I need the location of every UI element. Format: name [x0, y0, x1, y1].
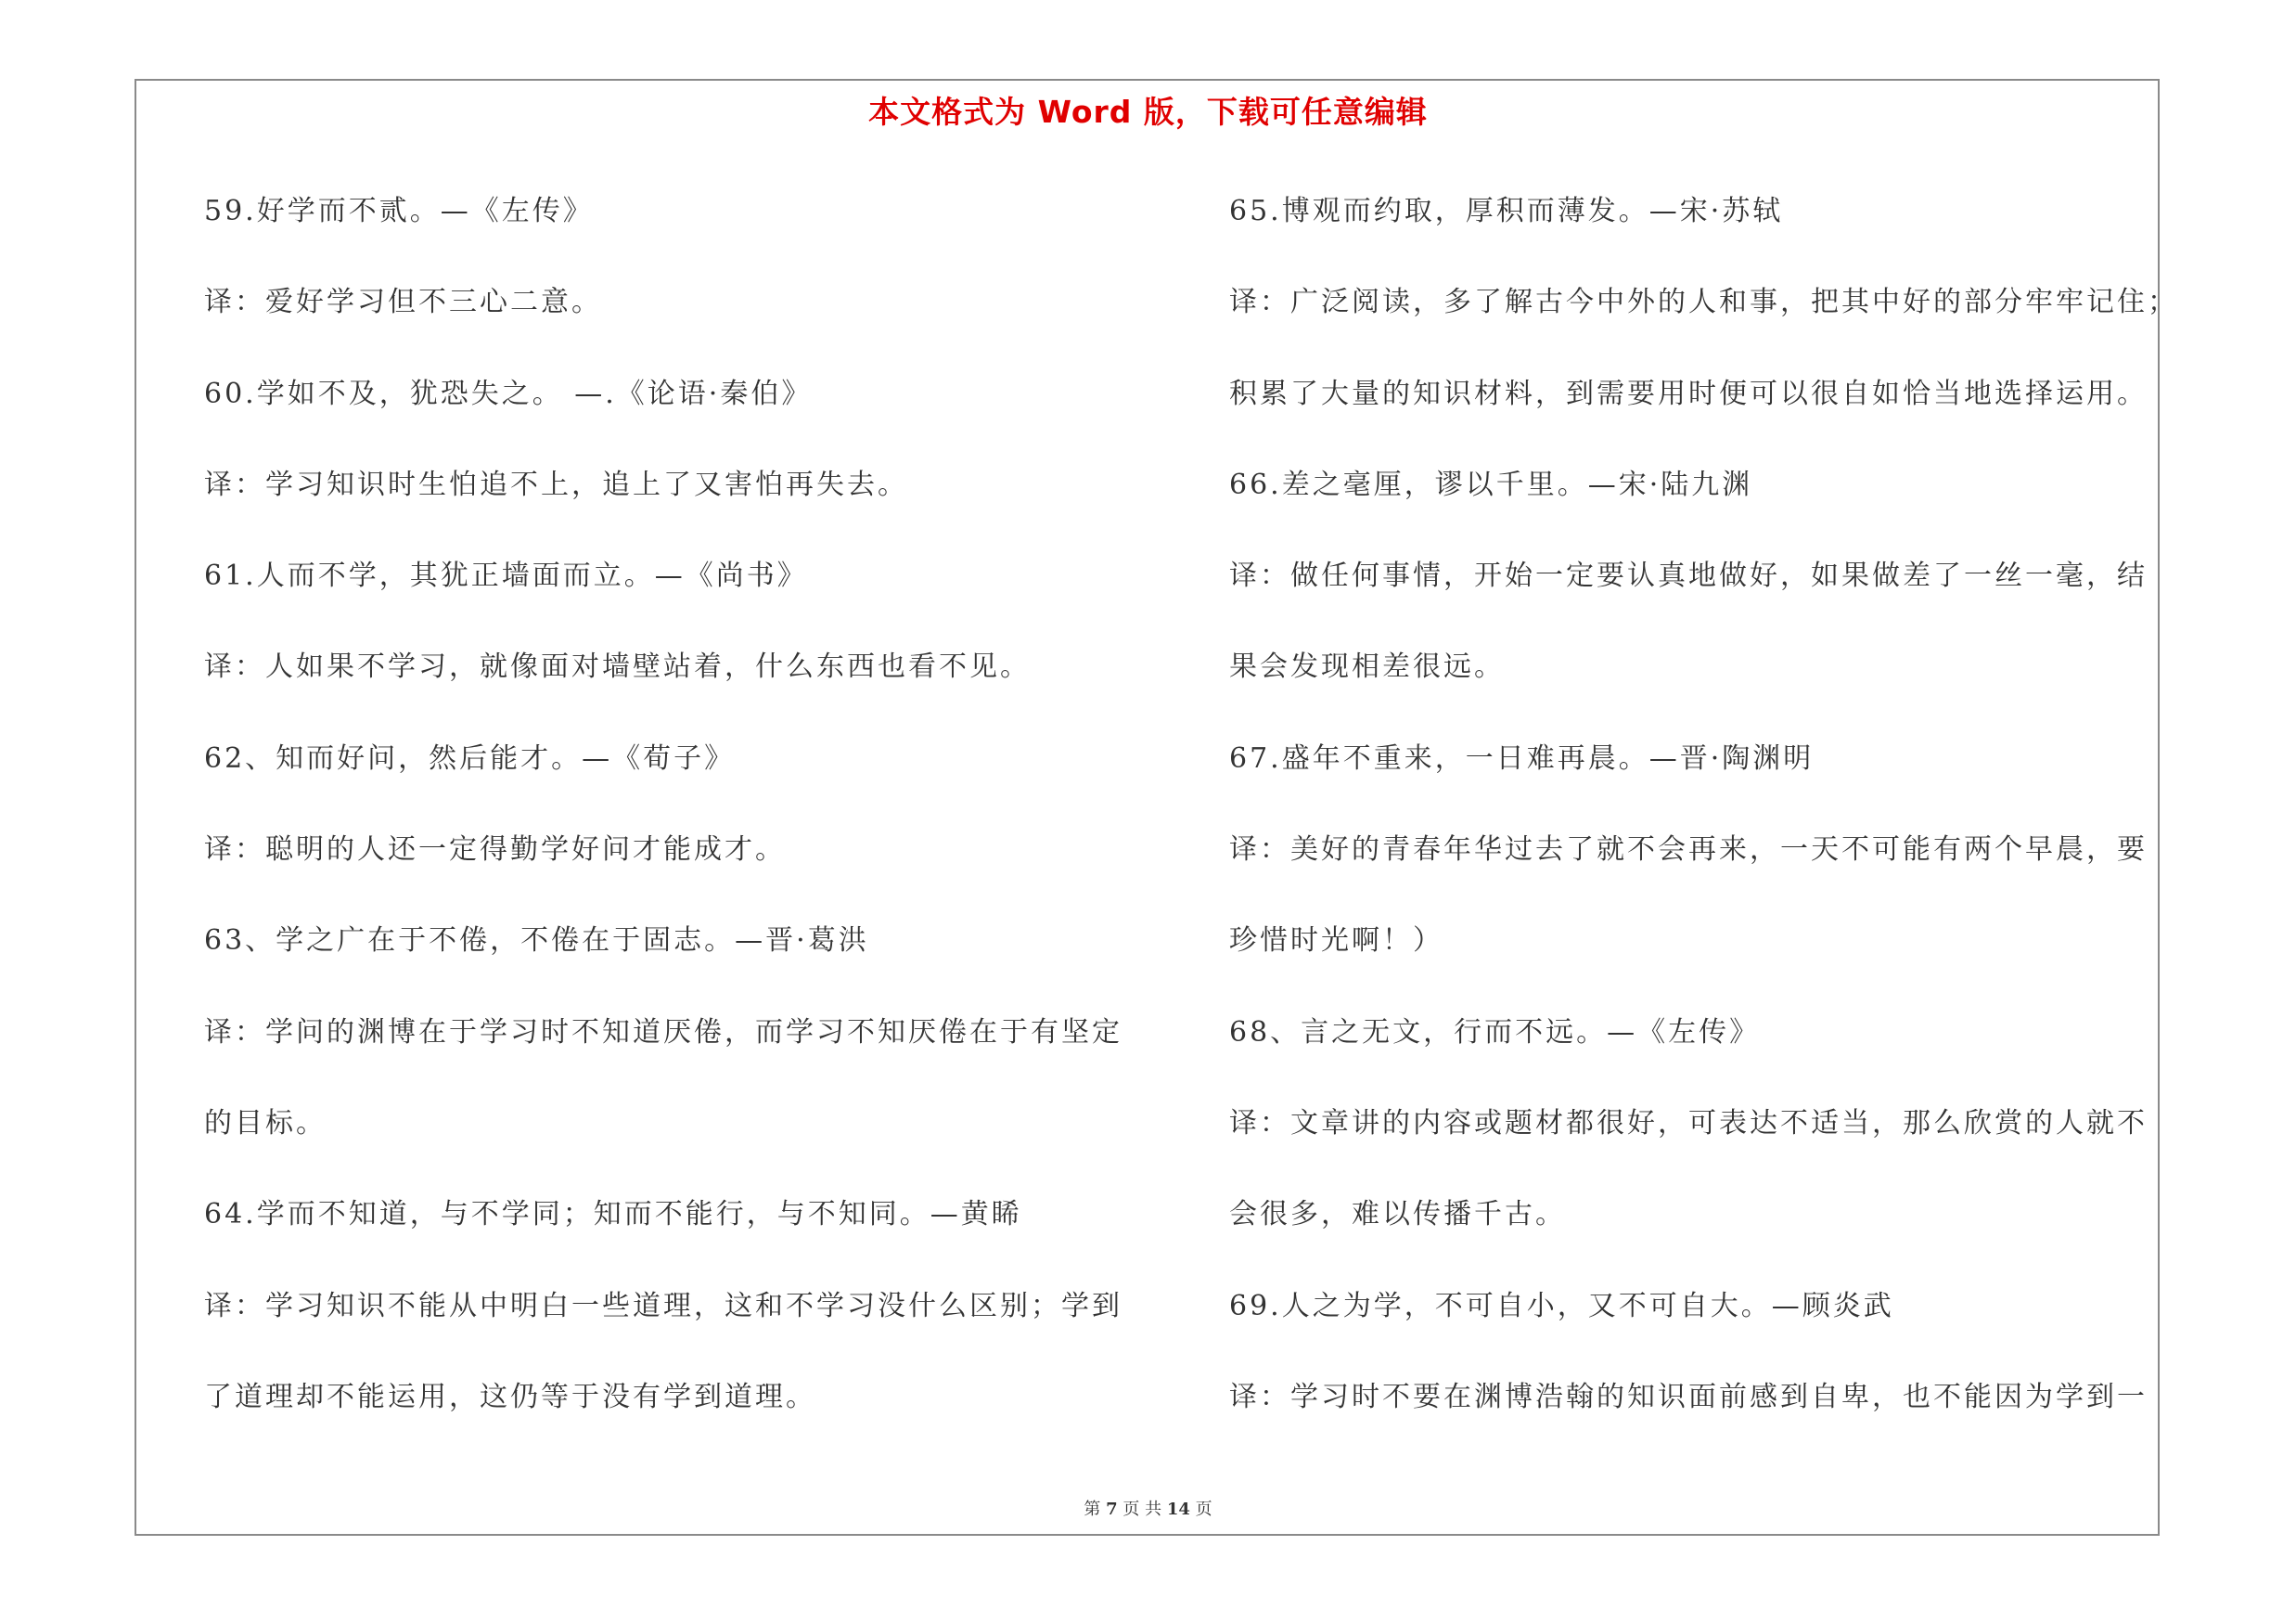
text-line: 67.盛年不重来，一日难再晨。—晋·陶渊明: [1229, 741, 1815, 775]
text-line: 译：学习时不要在渊博浩翰的知识面前感到自卑，也不能因为学到一: [1229, 1380, 2148, 1413]
text-line: 62、知而好问，然后能才。—《荀子》: [204, 741, 736, 775]
header-banner: 本文格式为 Word 版，下载可任意编辑: [868, 94, 1428, 130]
text-line: 珍惜时光啊！）: [1229, 924, 1443, 958]
text-line: 译：学问的渊博在于学习时不知道厌倦，而学习不知厌倦在于有坚定: [204, 1015, 1122, 1049]
text-line: 60.学如不及，犹恐失之。 —.《论语·秦伯》: [204, 377, 813, 410]
text-line: 的目标。: [204, 1106, 327, 1140]
text-line: 了道理却不能运用，这仍等于没有学到道理。: [204, 1380, 816, 1413]
text-line: 译：做任何事情，开始一定要认真地做好，如果做差了一丝一毫，结: [1229, 560, 2148, 593]
text-line: 积累了大量的知识材料，到需要用时便可以很自如恰当地选择运用。: [1229, 377, 2148, 410]
text-line: 译：人如果不学习，就像面对墙壁站着，什么东西也看不见。: [204, 650, 1031, 684]
text-line: 64.学而不知道，与不学同；知而不能行，与不知同。—黄睎: [204, 1198, 1022, 1231]
total-page-number: 14: [1166, 1500, 1190, 1519]
text-line: 65.博观而约取，厚积而薄发。—宋·苏轼: [1229, 195, 1784, 227]
text-line: 69.人之为学，不可自小，又不可自大。—顾炎武: [1229, 1289, 1894, 1322]
text-line: 译：聪明的人还一定得勤学好问才能成才。: [204, 833, 786, 867]
text-line: 59.好学而不贰。—《左传》: [204, 195, 594, 227]
text-line: 译：广泛阅读，多了解古今中外的人和事，把其中好的部分牢牢记住；: [1229, 286, 2178, 319]
text-line: 61.人而不学，其犹正墙面而立。—《尚书》: [204, 560, 808, 593]
text-line: 译：爱好学习但不三心二意。: [204, 286, 602, 319]
footer-suffix: 页: [1195, 1500, 1212, 1519]
text-line: 68、言之无文，行而不远。—《左传》: [1229, 1015, 1761, 1049]
footer-prefix: 第: [1084, 1500, 1101, 1519]
current-page-number: 7: [1106, 1500, 1118, 1519]
text-line: 译：文章讲的内容或题材都很好，可表达不适当，那么欣赏的人就不: [1229, 1106, 2148, 1140]
text-line: 63、学之广在于不倦，不倦在于固志。—晋·葛洪: [204, 924, 869, 958]
text-line: 果会发现相差很远。: [1229, 650, 1505, 684]
text-line: 会很多，难以传播千古。: [1229, 1198, 1566, 1231]
text-line: 译：美好的青春年华过去了就不会再来，一天不可能有两个早晨，要: [1229, 833, 2148, 867]
text-line: 译：学习知识时生怕追不上，追上了又害怕再失去。: [204, 468, 908, 501]
left-column: [204, 181, 1150, 1458]
page-footer: [0, 1496, 2296, 1520]
footer-middle: 页 共: [1122, 1500, 1162, 1519]
text-line: 66.差之毫厘，谬以千里。—宋·陆九渊: [1229, 468, 1753, 501]
text-line: 译：学习知识不能从中明白一些道理，这和不学习没什么区别；学到: [204, 1289, 1122, 1322]
right-column: [1229, 181, 2178, 1458]
